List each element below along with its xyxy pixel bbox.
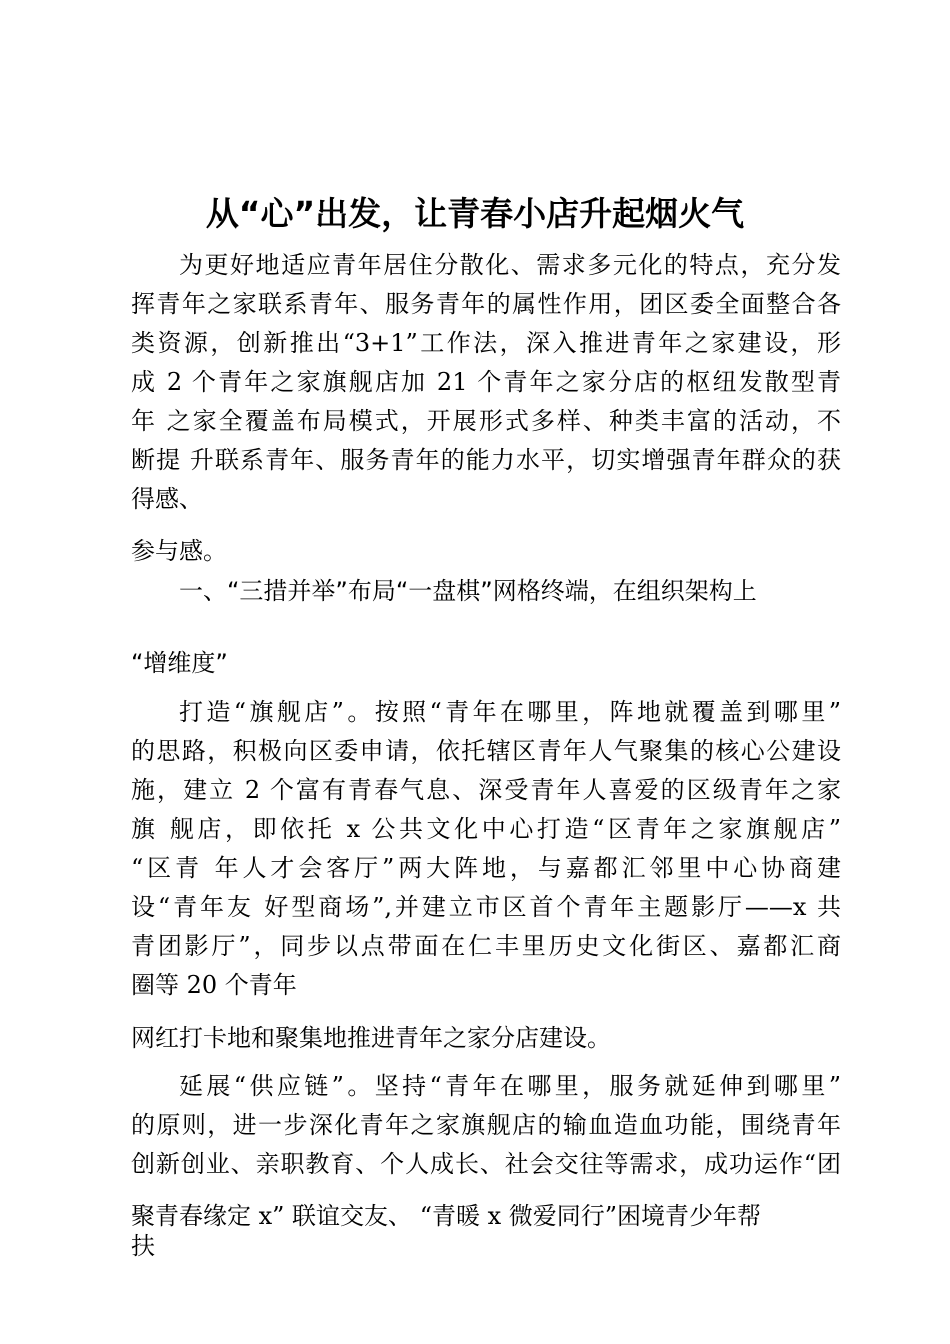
paragraph-line: 打造“旗舰店”。按照“青年在哪里，阵地就覆盖到哪里” <box>179 698 841 726</box>
intro-line: 年 之家全覆盖布局模式，开展形式多样、种类丰富的活动，不 <box>131 407 841 435</box>
document-title: 从“心”出发，让青春小店升起烟火气 <box>205 194 745 233</box>
paragraph-line: 设“青年友 好型商场”,并建立市区首个青年主题影厅——x 共 <box>131 893 841 921</box>
intro-line: 挥青年之家联系青年、服务青年的属性作用，团区委全面整合各 <box>131 290 841 318</box>
paragraph-line: 旗 舰店，即依托 x 公共文化中心打造“区青年之家旗舰店” <box>131 815 841 843</box>
intro-line: 类资源，创新推出“3+1”工作法，深入推进青年之家建设，形 <box>131 329 841 357</box>
paragraph-line: 创新创业、亲职教育、个人成长、社会交往等需求，成功运作“团 <box>131 1150 841 1178</box>
paragraph-line: 的原则，进一步深化青年之家旗舰店的输血造血功能，围绕青年 <box>131 1111 841 1139</box>
paragraph-line: 圈等 20 个青年 <box>131 971 297 999</box>
intro-line: 为更好地适应青年居住分散化、需求多元化的特点，充分发 <box>179 251 841 279</box>
intro-line: 断提 升联系青年、服务青年的能力水平，切实增强青年群众的获 <box>131 446 841 474</box>
paragraph-line: 延展“供应链”。坚持“青年在哪里，服务就延伸到哪里” <box>179 1072 841 1100</box>
paragraph-line: 网红打卡地和聚集地推进青年之家分店建设。 <box>131 1024 611 1052</box>
intro-line: 参与感。 <box>131 537 227 565</box>
paragraph-line: 扶 <box>131 1232 155 1260</box>
section-heading-continued: “增维度” <box>131 649 228 677</box>
intro-line: 成 2 个青年之家旗舰店加 21 个青年之家分店的枢纽发散型青 <box>131 368 841 396</box>
paragraph-line: 聚青春缘定 x” 联谊交友、 “青暖 x 微爱同行”困境青少年帮 <box>131 1202 762 1230</box>
section-heading: 一、“三措并举”布局“一盘棋”网格终端，在组织架构上 <box>179 577 757 605</box>
paragraph-line: 施，建立 2 个富有青春气息、深受青年人喜爱的区级青年之家 <box>131 776 841 804</box>
intro-line: 得感、 <box>131 485 203 513</box>
paragraph-line: 的思路，积极向区委申请，依托辖区青年人气聚集的核心公建设 <box>131 737 841 765</box>
paragraph-line: “区青 年人才会客厅”两大阵地，与嘉都汇邻里中心协商建 <box>131 854 841 882</box>
paragraph-line: 青团影厅”，同步以点带面在仁丰里历史文化街区、嘉都汇商 <box>131 932 841 960</box>
